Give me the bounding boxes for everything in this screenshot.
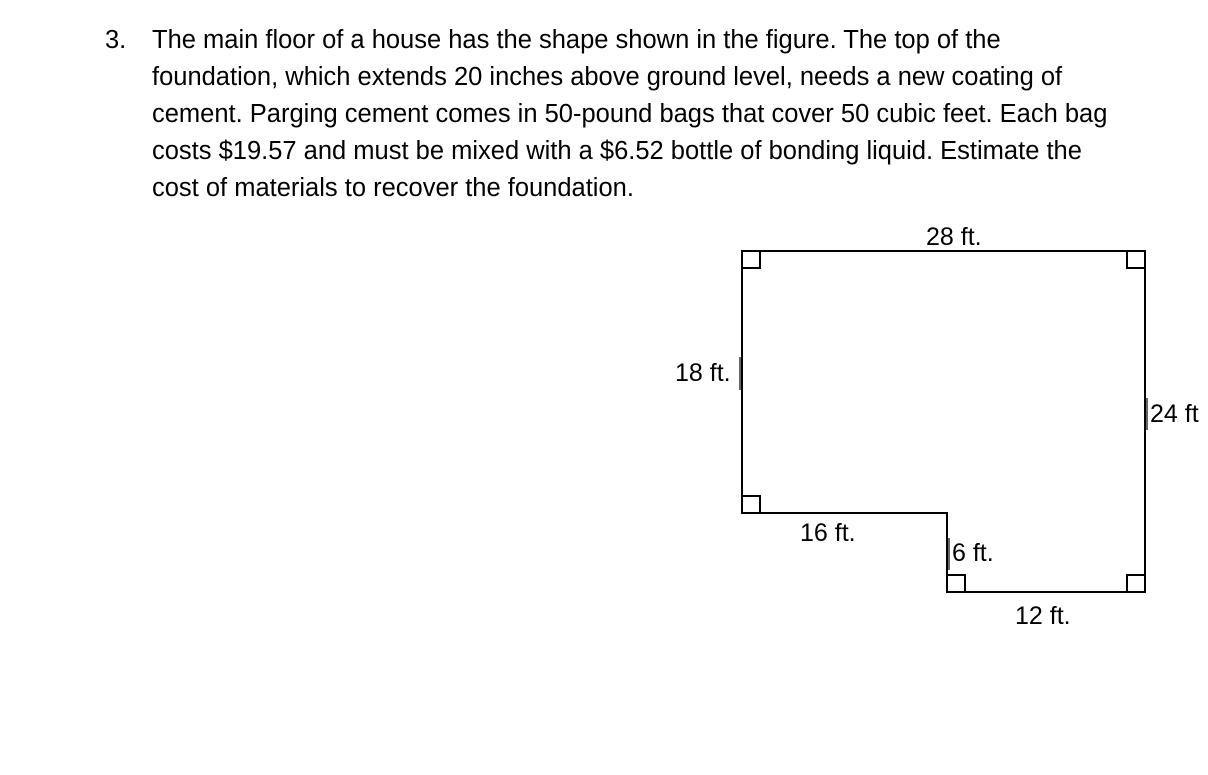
dimension-label-top: 28 ft. xyxy=(926,223,982,251)
right-angle-mark-bottom-right xyxy=(1127,575,1145,592)
dimension-label-left: 18 ft. xyxy=(675,359,731,387)
dimension-label-step: 6 ft. xyxy=(952,539,994,567)
problem-number: 3. xyxy=(105,26,127,54)
right-angle-mark-left-bottom xyxy=(742,496,760,513)
right-angle-mark-step xyxy=(947,575,965,592)
dimension-label-bottom-right: 12 ft. xyxy=(1015,602,1071,630)
right-angle-mark-top-left xyxy=(742,251,760,268)
problem-text: The main floor of a house has the shape shown in the figure. The top of the foundation, which extends 20 inches above ground level, needs a new coating of cement. Parging cement comes in 50-pound bags that cover 50 cubic feet. Each bag costs $19.57 and must be mixed with a $6.52 bottle of bonding liquid. Estimate the cost of materials to recover the foundation. xyxy=(152,26,1108,202)
dimension-label-bottom-left: 16 ft. xyxy=(800,519,856,547)
right-angle-mark-top-right xyxy=(1127,251,1145,268)
dimension-label-right: 24 ft xyxy=(1150,400,1199,428)
